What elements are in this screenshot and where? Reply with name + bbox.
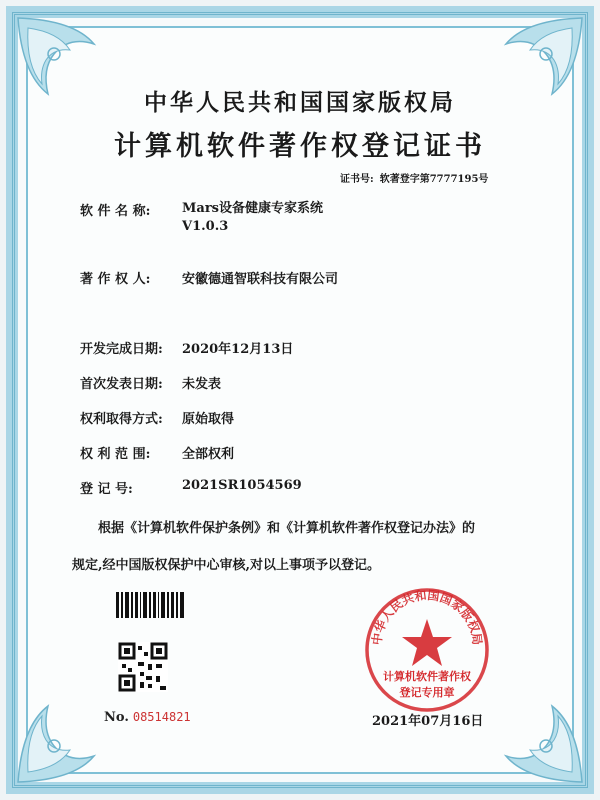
scope-row: [80, 443, 234, 462]
publish-date-row: [80, 373, 221, 392]
seal-text-line-2: 登记专用章: [399, 686, 455, 699]
owner-row: [80, 268, 338, 287]
barcode: [116, 592, 186, 618]
issue-date: 2021年07月16日: [372, 714, 484, 729]
certificate-title: 计算机软件著作权登记证书: [114, 131, 486, 162]
certificate-number-value: 软著登字第7777195号: [379, 174, 489, 185]
owner-value: 安徽德通智联科技有限公司: [182, 272, 339, 287]
software-name-value: Mars设备健康专家系统: [182, 201, 323, 216]
qr-code: [118, 642, 168, 692]
software-version-value: V1.0.3: [182, 219, 229, 234]
registration-label: 登 记 号:: [80, 482, 133, 497]
seal-ring-text: 中华人民共和国国家版权局: [369, 588, 485, 646]
scope-label: 权 利 范 围:: [80, 447, 151, 462]
acquire-label: 权利取得方式:: [80, 412, 163, 427]
statement-line-1: 根据《计算机软件保护条例》和《计算机软件著作权登记办法》的: [98, 521, 476, 536]
issuing-authority: 中华人民共和国国家版权局: [144, 89, 456, 116]
serial-number: [104, 710, 191, 725]
registration-number: 2021SR1054569: [182, 478, 302, 493]
acquire-row: [80, 408, 234, 427]
seal-star-icon: [402, 619, 452, 666]
seal-text-line-1: 计算机软件著作权: [383, 670, 471, 683]
acquire-value: 原始取得: [182, 412, 235, 427]
software-name-row: [80, 200, 323, 236]
software-name-label: 软 件 名 称:: [80, 204, 151, 219]
serial-number-value: 08514821: [132, 710, 191, 724]
owner-label: 著 作 权 人:: [80, 272, 151, 287]
serial-number-label: No.: [104, 710, 129, 725]
corner-ornament-bottom-left: [14, 676, 124, 786]
dev-date-row: [80, 338, 293, 357]
scope-value: 全部权利: [182, 447, 235, 462]
statement-line-2: 规定,经中国版权保护中心审核,对以上事项予以登记。: [72, 558, 381, 573]
certification-statement: [72, 510, 550, 584]
publish-date-value: 未发表: [182, 377, 222, 392]
certificate-number-label: 证书号:: [340, 174, 374, 185]
publish-date-label: 首次发表日期:: [80, 377, 163, 392]
certificate-number: [340, 170, 494, 185]
corner-ornament-bottom-right: [476, 676, 586, 786]
dev-date-value: 2020年12月13日: [182, 342, 294, 357]
dev-date-label: 开发完成日期:: [80, 342, 163, 357]
registration-row: [80, 478, 302, 497]
